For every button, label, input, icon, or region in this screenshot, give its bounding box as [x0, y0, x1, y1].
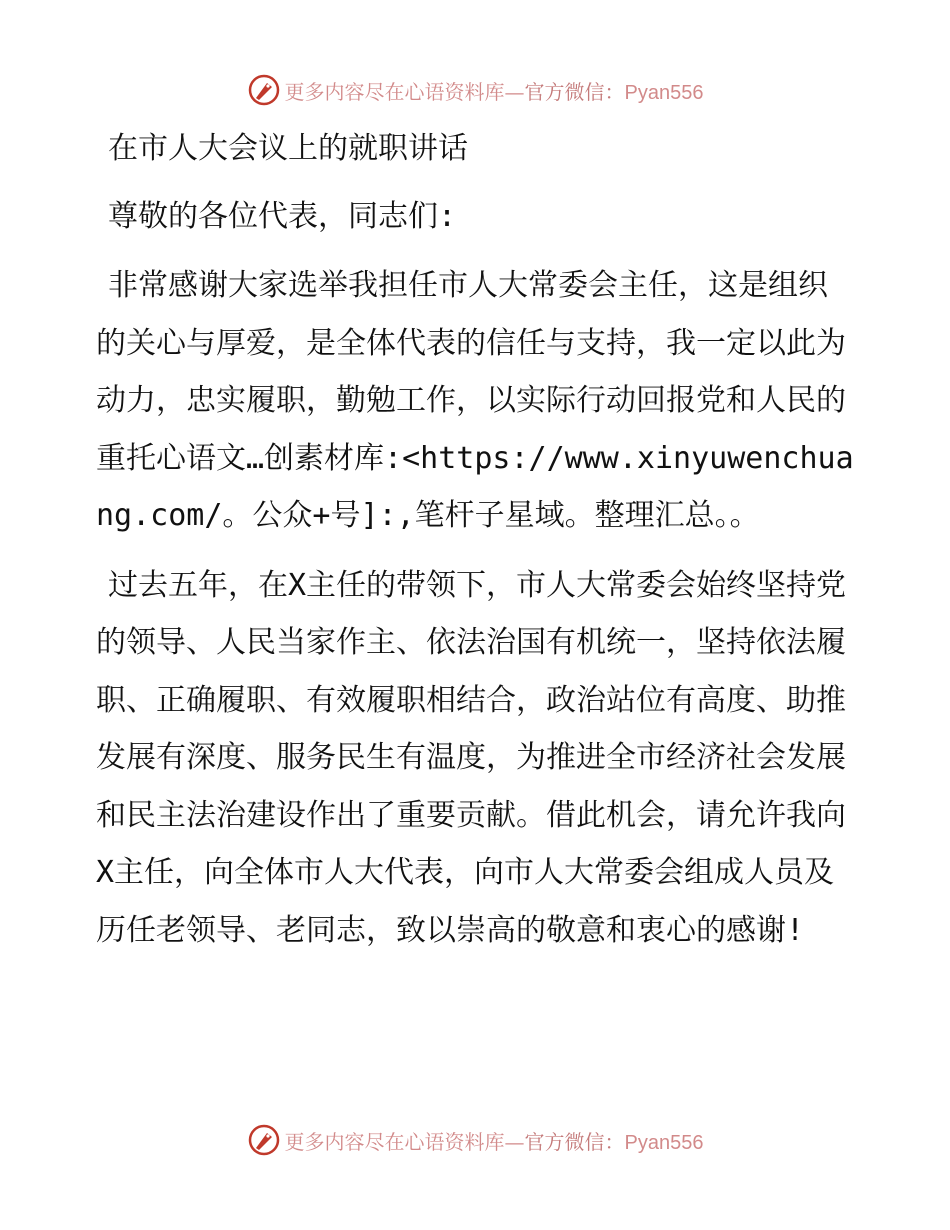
banner-slogan: 更多内容尽在心语资料库	[284, 79, 505, 104]
document-title: 在市人大会议上的就职讲话	[108, 131, 468, 166]
banner-wechat-label: 官方微信：	[524, 79, 625, 104]
pen-nib-circle-icon	[247, 73, 281, 107]
document-body	[96, 120, 856, 971]
footer-banner	[0, 1120, 950, 1160]
banner-separator: —	[504, 1129, 525, 1154]
banner-separator: —	[504, 79, 525, 104]
paragraph-2: 过去五年，在X主任的带领下，市人大常委会始终坚持党的领导、人民当家作主、依法治国有机统一，坚持依法履职、正确履职、有效履职相结合，政治站位有高度、助推发展有深度、服务民生有温度，为推进全市经济社会发展和民主法治建设作出了重要贡献。借此机会，请允许我向X主任，向全体市人大代表，向市人大常委会组成人员及历任老领导、老同志，致以崇高的敬意和衷心的感谢!	[96, 567, 847, 948]
document-greeting: 尊敬的各位代表，同志们:	[108, 198, 457, 234]
banner-wechat-id: Pyan556	[624, 1131, 704, 1154]
banner-text	[285, 76, 704, 105]
banner-slogan: 更多内容尽在心语资料库	[284, 1129, 505, 1154]
banner-wechat-label: 官方微信：	[524, 1129, 625, 1154]
pen-nib-circle-icon	[247, 1123, 281, 1157]
header-banner	[0, 70, 950, 110]
banner-text	[285, 1126, 704, 1155]
banner-wechat-id: Pyan556	[624, 81, 704, 104]
paragraph-1: 非常感谢大家选举我担任市人大常委会主任，这是组织的关心与厚爱，是全体代表的信任与支持，我一定以此为动力，忠实履职，勤勉工作，以实际行动回报党和人民的重托心语文…创素材库:<https://www.xinyuwenchuang.com/。公众+号]:,笔杆子星域。整理汇总。。	[96, 268, 854, 533]
